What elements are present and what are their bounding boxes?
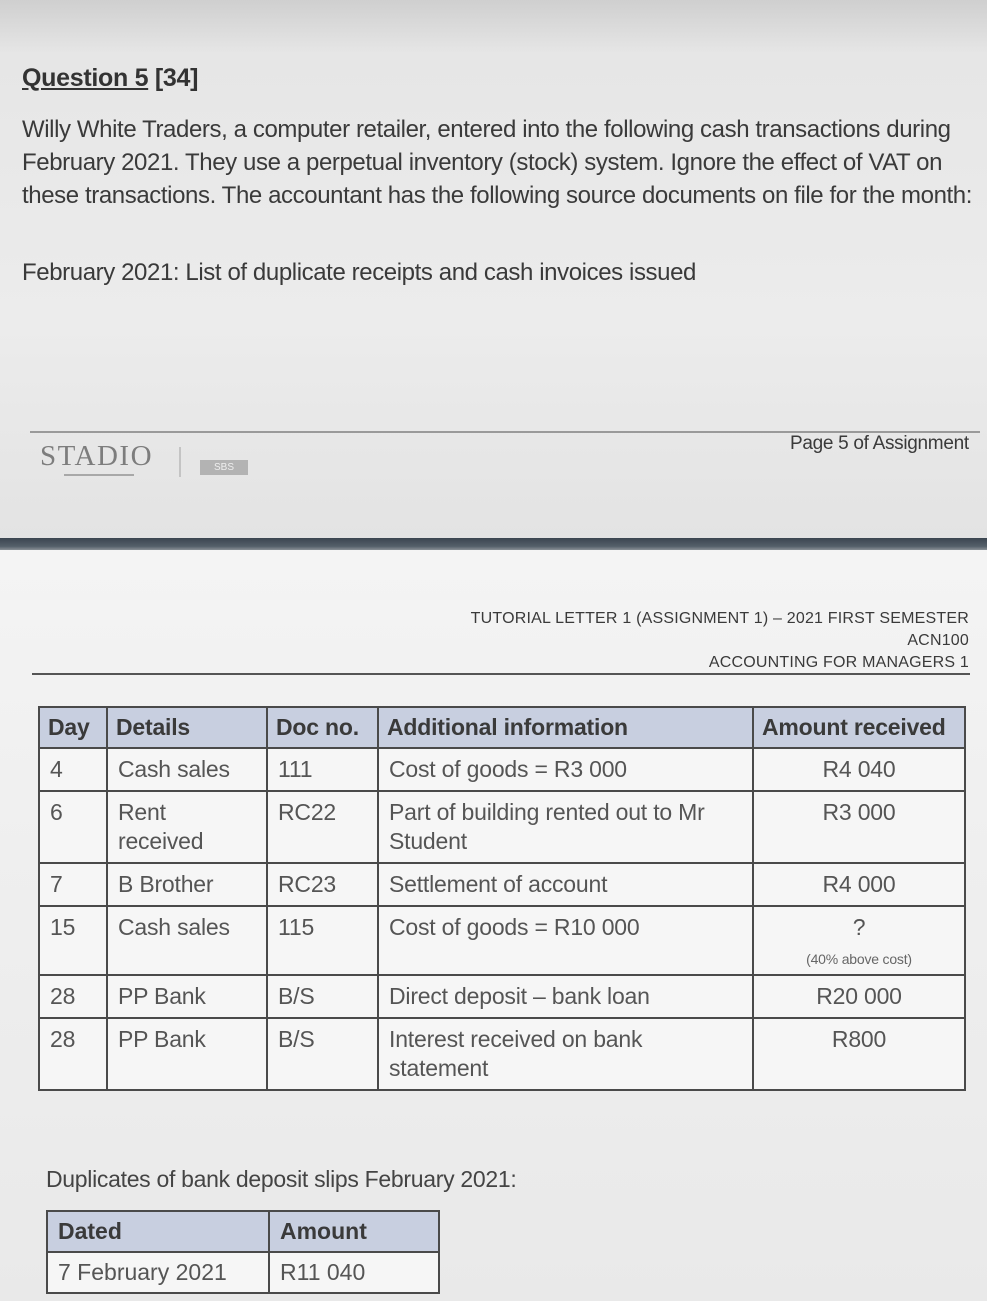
question-marks: [34] xyxy=(154,64,199,92)
cell-amount: R800 xyxy=(753,1018,965,1090)
cell-amount: R4 040 xyxy=(753,748,965,791)
cell-doc-no: RC23 xyxy=(267,863,378,906)
cell-info: Part of building rented out to Mr Student xyxy=(378,791,753,863)
question-body: Willy White Traders, a computer retailer, entered into the following cash transactions during February 2021. They use a perpetual inventory (stock) system. Ignore the effect of VAT on these transactions. The accountant has the following source documents on file for the month: xyxy=(22,116,973,209)
cell-info: Settlement of account xyxy=(378,863,753,906)
page-break-bar xyxy=(0,538,987,550)
column-header-doc-no: Doc no. xyxy=(267,707,378,748)
deposit-slips-title: Duplicates of bank deposit slips February 2021: xyxy=(46,1166,517,1192)
header-divider xyxy=(32,673,970,675)
cell-doc-no: B/S xyxy=(267,1018,378,1090)
module-name: ACCOUNTING FOR MANAGERS 1 xyxy=(708,654,969,671)
cell-details: Rent received xyxy=(107,791,267,863)
table-row xyxy=(39,863,965,906)
cell-amount: R20 000 xyxy=(753,975,965,1018)
logo-separator xyxy=(179,447,181,477)
cell-dated: 7 February 2021 xyxy=(47,1252,269,1293)
cell-day: 7 xyxy=(39,863,107,906)
column-header-amount: Amount received xyxy=(753,707,965,748)
table-header-row xyxy=(47,1211,439,1252)
transactions-table xyxy=(38,706,966,1091)
cell-day: 28 xyxy=(39,1018,107,1090)
cell-doc-no: 115 xyxy=(267,906,378,975)
cell-info: Cost of goods = R10 000 xyxy=(378,906,753,975)
stadio-logo: STADIO xyxy=(40,440,154,472)
cell-amount: R4 000 xyxy=(753,863,965,906)
markup-note: (40% above cost) xyxy=(806,951,912,967)
table-header-row xyxy=(39,707,965,748)
table-row xyxy=(39,906,965,975)
column-header-details: Details xyxy=(107,707,267,748)
deposit-slips-table xyxy=(46,1210,440,1294)
question-label: Question 5 xyxy=(22,64,149,92)
cell-details: Cash sales xyxy=(107,748,267,791)
question-subheading: February 2021: List of duplicate receipts and cash invoices issued xyxy=(22,259,696,286)
assignment-page-top xyxy=(0,0,987,538)
cell-details: B Brother xyxy=(107,863,267,906)
module-code: ACN100 xyxy=(907,632,969,649)
sbs-badge: SBS xyxy=(200,460,248,475)
table-row xyxy=(47,1252,439,1293)
logo-underline xyxy=(64,474,134,476)
table-row xyxy=(39,748,965,791)
table-row xyxy=(39,791,965,863)
question-title xyxy=(22,64,198,93)
cell-day: 15 xyxy=(39,906,107,975)
cell-doc-no: RC22 xyxy=(267,791,378,863)
cell-details: PP Bank xyxy=(107,1018,267,1090)
tutorial-letter-header: TUTORIAL LETTER 1 (ASSIGNMENT 1) – 2021 FIRST SEMESTER xyxy=(470,610,969,627)
cell-amount: R11 040 xyxy=(269,1252,439,1293)
table-row xyxy=(39,1018,965,1090)
cell-doc-no: B/S xyxy=(267,975,378,1018)
cell-doc-no: 111 xyxy=(267,748,378,791)
table-row xyxy=(39,975,965,1018)
page-number: Page 5 of Assignment xyxy=(790,433,969,454)
cell-amount: R3 000 xyxy=(753,791,965,863)
cell-details: Cash sales xyxy=(107,906,267,975)
cell-details: PP Bank xyxy=(107,975,267,1018)
column-header-day: Day xyxy=(39,707,107,748)
cell-day: 4 xyxy=(39,748,107,791)
cell-info: Interest received on bank statement xyxy=(378,1018,753,1090)
column-header-amount: Amount xyxy=(269,1211,439,1252)
column-header-dated: Dated xyxy=(47,1211,269,1252)
cell-day: 28 xyxy=(39,975,107,1018)
cell-info: Cost of goods = R3 000 xyxy=(378,748,753,791)
cell-info: Direct deposit – bank loan xyxy=(378,975,753,1018)
amount-unknown: ? xyxy=(852,914,866,940)
column-header-additional-info: Additional information xyxy=(378,707,753,748)
cell-day: 6 xyxy=(39,791,107,863)
cell-amount xyxy=(753,906,965,975)
